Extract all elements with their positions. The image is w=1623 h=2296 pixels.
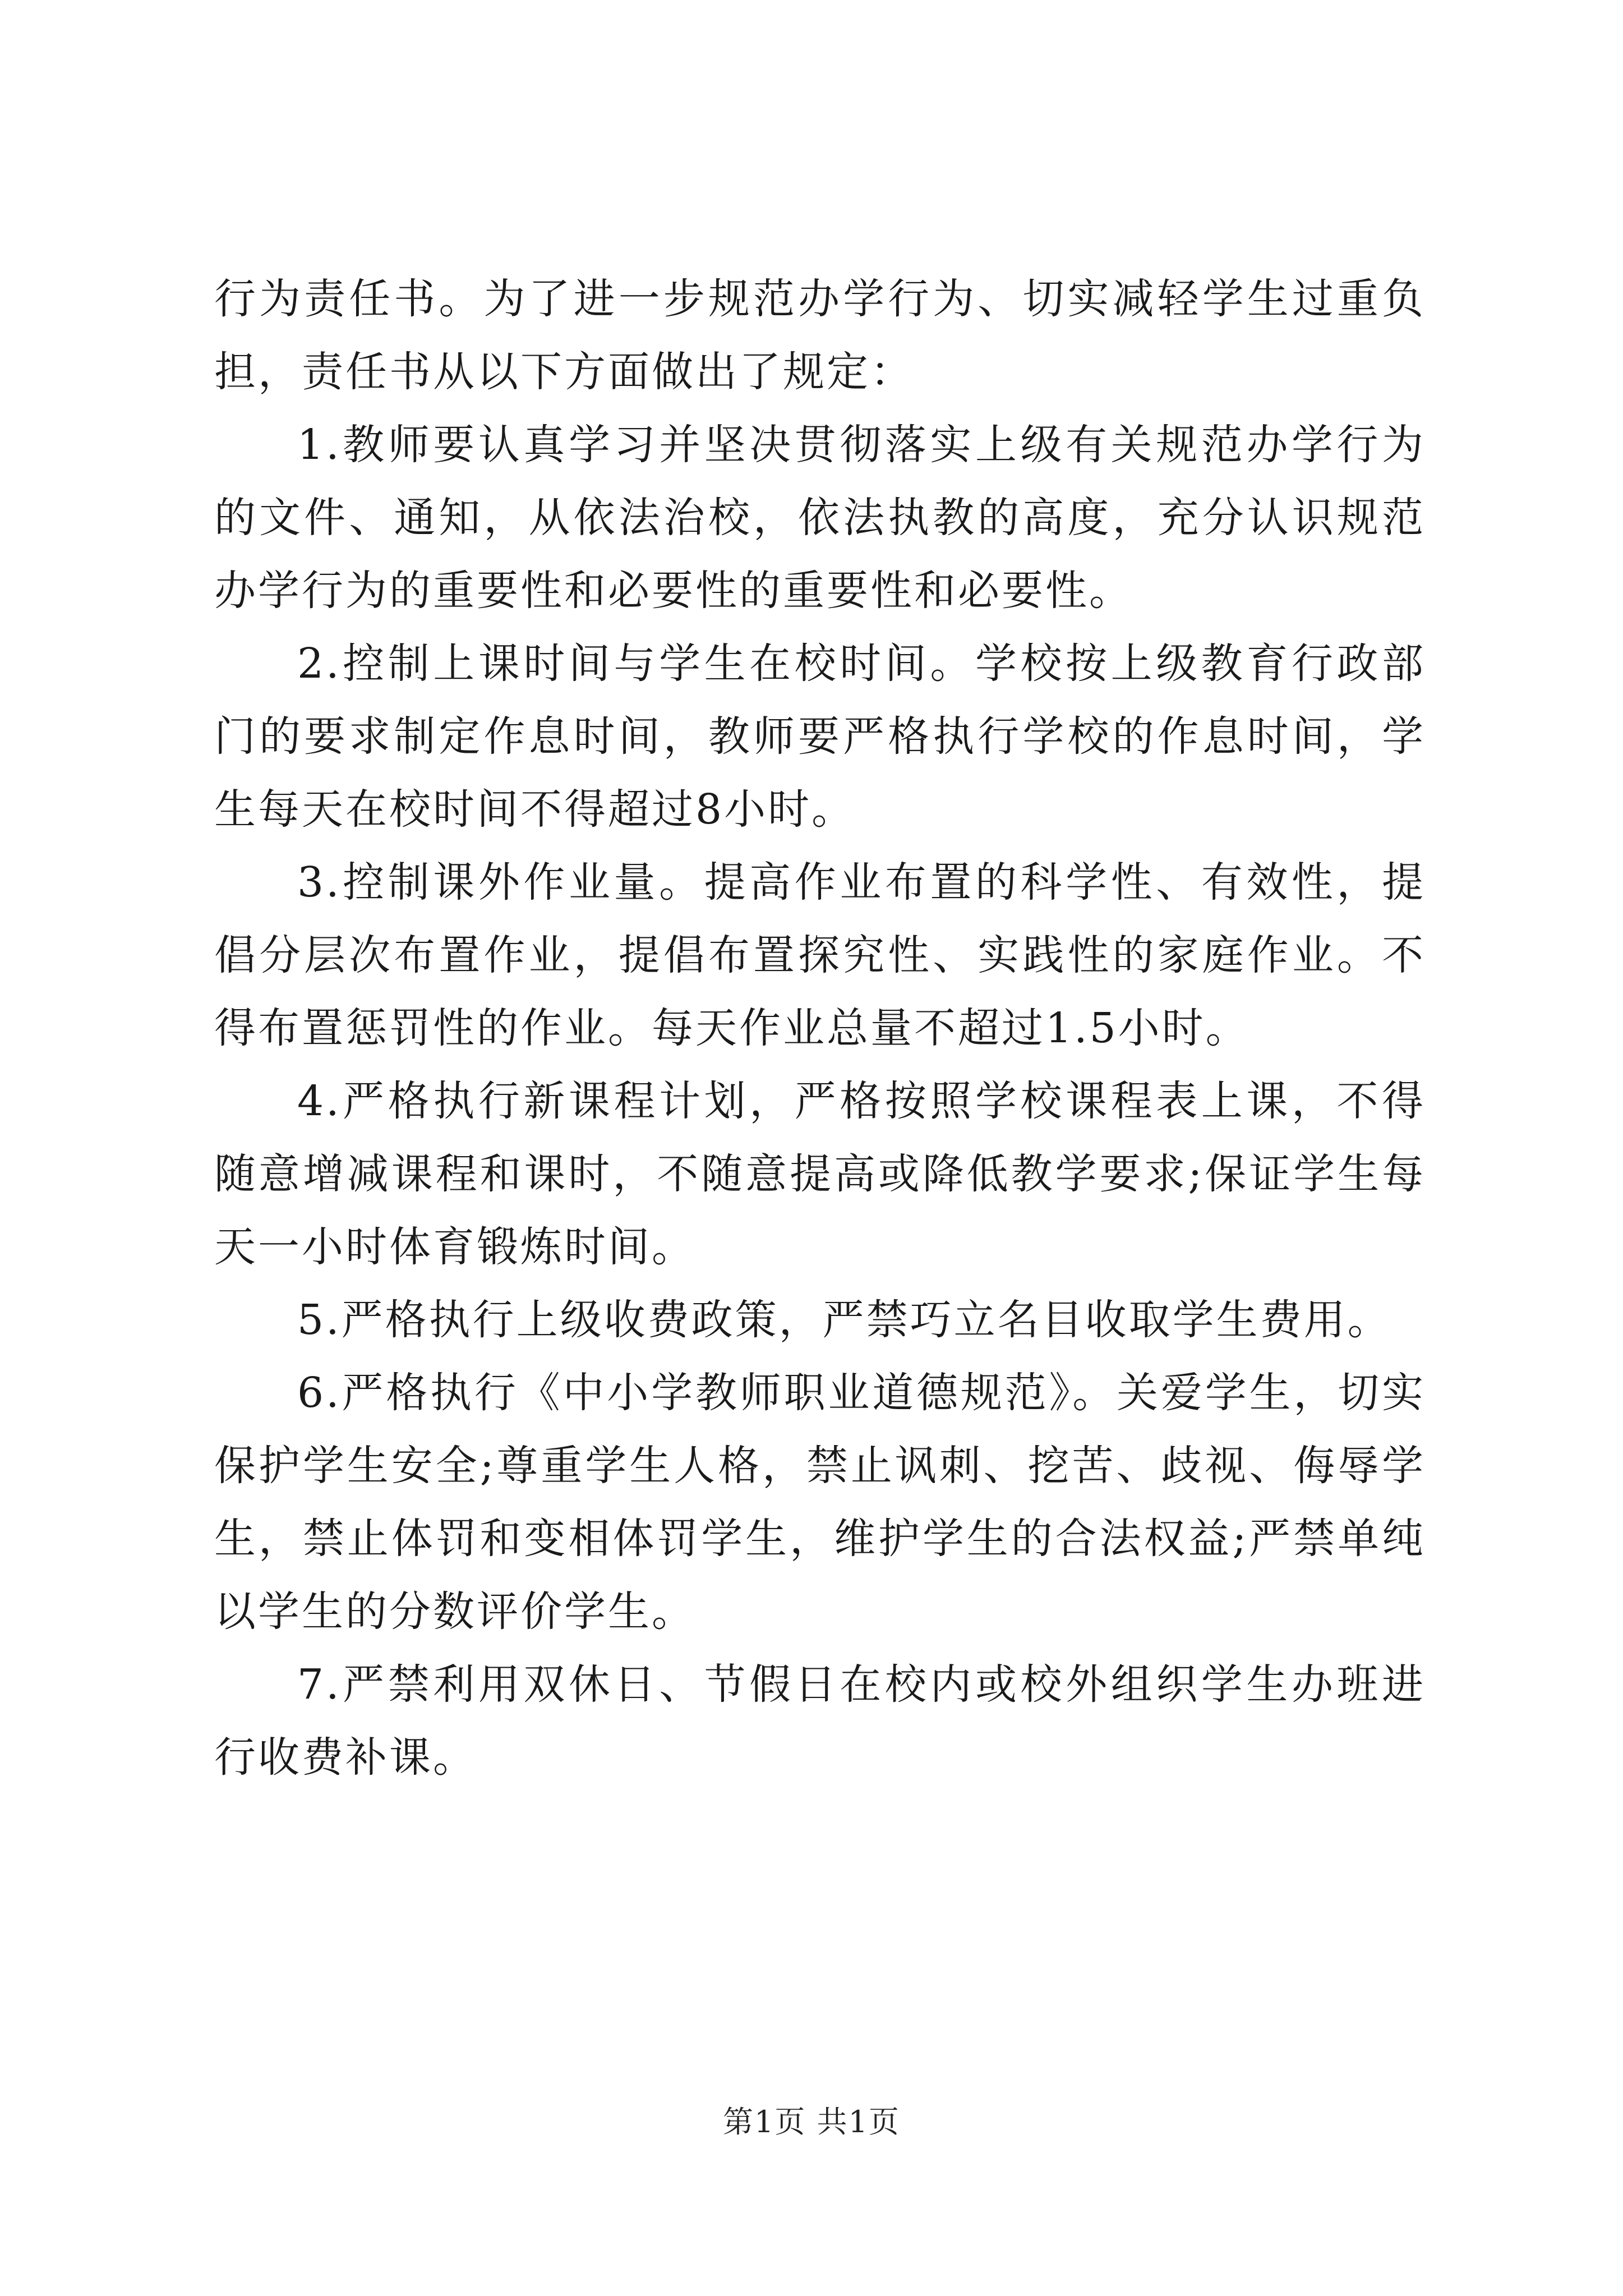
paragraph-item-4: 4.严格执行新课程计划，严格按照学校课程表上课，不得随意增减课程和课时，不随意提高或降低教学要求;保证学生每天一小时体育锻炼时间。: [214, 1077, 1426, 1271]
paragraph-item-1: 1.教师要认真学习并坚决贯彻落实上级有关规范办学行为的文件、通知，从依法治校，依法执教的高度，充分认识规范办学行为的重要性和必要性的重要性和必要性。: [214, 421, 1426, 615]
page-footer: [0, 2102, 1623, 2142]
paragraph-item-2: 2.控制上课时间与学生在校时间。学校按上级教育行政部门的要求制定作息时间，教师要严格执行学校的作息时间，学生每天在校时间不得超过8小时。: [214, 639, 1426, 834]
page-indicator: 第1页 共1页: [723, 2104, 900, 2139]
paragraph-intro: 行为责任书。为了进一步规范办学行为、切实减轻学生过重负担，责任书从以下方面做出了规定：: [214, 275, 1426, 396]
paragraph-item-6: 6.严格执行《中小学教师职业道德规范》。关爱学生，切实保护学生安全;尊重学生人格，禁止讽刺、挖苦、歧视、侮辱学生，禁止体罚和变相体罚学生，维护学生的合法权益;严禁单纯以学生的分数评价学生。: [214, 1369, 1426, 1636]
paragraph-item-3: 3.控制课外作业量。提高作业布置的科学性、有效性，提倡分层次布置作业，提倡布置探究性、实践性的家庭作业。不得布置惩罚性的作业。每天作业总量不超过1.5小时。: [214, 858, 1426, 1052]
document-body: [214, 263, 1426, 1794]
paragraph-item-5: 5.严格执行上级收费政策，严禁巧立名目收取学生费用。: [297, 1296, 1391, 1344]
paragraph-item-7: 7.严禁利用双休日、节假日在校内或校外组织学生办班进行收费补课。: [214, 1660, 1426, 1782]
